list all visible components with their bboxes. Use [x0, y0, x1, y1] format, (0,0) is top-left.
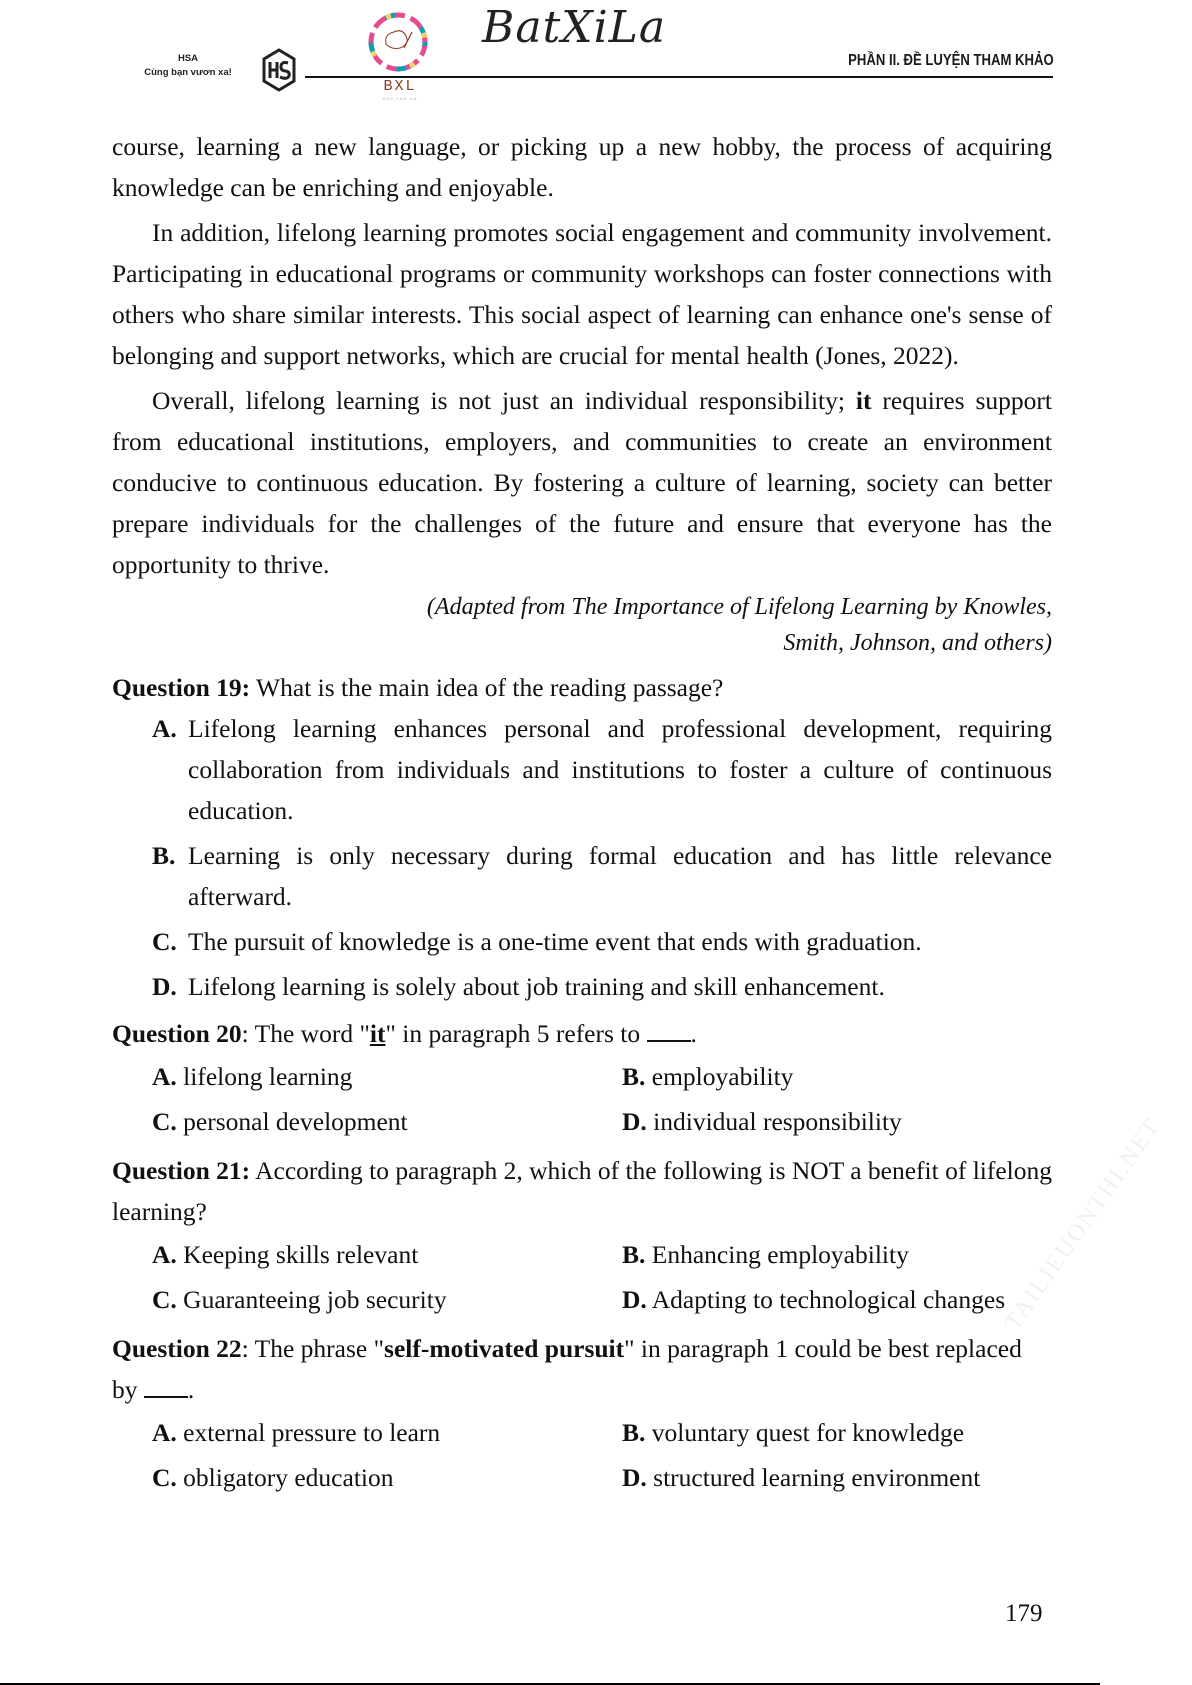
options-grid	[112, 1054, 1052, 1144]
passage-final-paragraph	[112, 380, 1052, 585]
option-text: structured learning environment	[653, 1463, 981, 1492]
question-text: What is the main idea of the reading passage?	[250, 673, 724, 702]
option-letter: D.	[622, 1107, 647, 1136]
option-c[interactable]	[152, 1277, 622, 1322]
option-a[interactable]	[112, 708, 1052, 831]
question-end: .	[187, 1375, 195, 1404]
bxl-logo-text: BXL	[383, 78, 417, 95]
referent-word: it	[855, 386, 872, 415]
option-text: lifelong learning	[183, 1062, 353, 1091]
option-text: The pursuit of knowledge is a one-time event that ends with graduation.	[188, 927, 922, 956]
passage-citation	[112, 589, 1052, 661]
option-c[interactable]	[152, 1099, 622, 1144]
option-letter: C.	[152, 1285, 177, 1314]
passage-paragraph: In addition, lifelong learning promotes social engagement and community involvement. Participating in educational programs or community workshops can foster connections with others who share similar interests. This social aspect of learning can enhance one's sense of belonging and support networks, which are crucial for mental health (Jones, 2022).	[112, 218, 1052, 370]
key-phrase: self-motivated pursuit	[384, 1334, 625, 1363]
question-label: Question 22	[112, 1334, 242, 1363]
answer-blank	[647, 1020, 691, 1042]
brand-script-title: BatXiLa	[482, 2, 667, 53]
question-text: According to paragraph 2, which of the following is NOT a benefit of lifelong learning?	[112, 1156, 1053, 1226]
watermark: TAILIEUONTHI.NET	[1000, 1113, 1166, 1335]
option-d[interactable]	[622, 1455, 1092, 1500]
option-text: employability	[651, 1062, 794, 1091]
hsa-brand: HSA	[177, 53, 199, 64]
hsa-slogan: Cùng bạn vươn xa!	[144, 67, 232, 78]
page-content	[112, 126, 1052, 1500]
question-19	[112, 667, 1052, 708]
answer-blank	[144, 1376, 188, 1398]
referent-word: it	[369, 1019, 386, 1048]
option-letter: C.	[152, 927, 177, 956]
question-22	[112, 1328, 1052, 1410]
option-letter: D.	[622, 1463, 647, 1492]
option-b[interactable]	[112, 835, 1052, 917]
question-21	[112, 1150, 1052, 1232]
option-letter: C.	[152, 1463, 177, 1492]
option-d[interactable]	[112, 966, 1052, 1007]
bxl-logo-subtext: HỌC THẢ GA	[382, 96, 418, 101]
question-label: Question 19:	[112, 673, 251, 702]
option-c[interactable]	[152, 1455, 622, 1500]
option-letter: D.	[152, 972, 177, 1001]
option-letter: C.	[152, 1107, 177, 1136]
option-d[interactable]	[622, 1099, 1092, 1144]
option-letter: B.	[622, 1062, 646, 1091]
option-b[interactable]	[622, 1232, 1092, 1277]
question-text: : The phrase "	[241, 1334, 385, 1363]
bxl-logo-icon	[366, 10, 430, 74]
question-label: Question 20	[112, 1019, 242, 1048]
citation-line: Smith, Johnson, and others)	[783, 630, 1052, 656]
option-a[interactable]	[152, 1232, 622, 1277]
option-text: Lifelong learning is solely about job training and skill enhancement.	[188, 972, 885, 1001]
section-title: PHẦN II. ĐỀ LUYỆN THAM KHẢO	[848, 52, 1054, 69]
question-text: " in paragraph 5 refers to	[385, 1019, 647, 1048]
option-text: individual responsibility	[653, 1107, 902, 1136]
option-text: obligatory education	[183, 1463, 394, 1492]
passage-paragraph: course, learning a new language, or picking up a new hobby, the process of acquiring knowledge can be enriching and enjoyable.	[112, 132, 1052, 202]
question-text: " in paragraph 1 could be best replaced by	[112, 1334, 1022, 1404]
hsa-brand-block	[118, 52, 258, 80]
options-grid	[112, 1410, 1052, 1500]
option-text: Lifelong learning enhances personal and professional development, requiring collaboration from individuals and institutions to foster a culture of continuous education.	[188, 714, 1052, 825]
option-text: voluntary quest for knowledge	[651, 1418, 965, 1447]
option-text: personal development	[183, 1107, 408, 1136]
option-b[interactable]	[622, 1054, 1092, 1099]
option-letter: B.	[152, 841, 176, 870]
option-a[interactable]	[152, 1054, 622, 1099]
option-text: Learning is only necessary during formal education and has little relevance afterward.	[188, 841, 1052, 911]
option-letter: D.	[622, 1285, 647, 1314]
option-c[interactable]	[112, 921, 1052, 962]
option-letter: B.	[622, 1418, 646, 1447]
option-text: external pressure to learn	[183, 1418, 441, 1447]
question-end: .	[690, 1019, 697, 1048]
paragraph-text: requires support from educational institutions, employers, and communities to create an environment conducive to continuous education. By fostering a culture of learning, society can better prepare individuals for the challenges of the future and ensure that everyone has the opportunity to thrive.	[112, 386, 1052, 579]
option-b[interactable]	[622, 1410, 1092, 1455]
option-a[interactable]	[152, 1410, 622, 1455]
paragraph-text: Overall, lifelong learning is not just an individual responsibility;	[152, 386, 856, 415]
option-letter: A.	[152, 714, 177, 743]
question-text: : The word "	[241, 1019, 370, 1048]
question-label: Question 21:	[112, 1156, 251, 1185]
option-text: Enhancing employability	[651, 1240, 909, 1269]
option-letter: A.	[152, 1062, 177, 1091]
page-number: 179	[1005, 1600, 1043, 1627]
citation-line: (Adapted from The Importance of Lifelong Learning by Knowles,	[426, 594, 1052, 620]
option-letter: A.	[152, 1240, 177, 1269]
option-text: Keeping skills relevant	[183, 1240, 419, 1269]
option-letter: B.	[622, 1240, 646, 1269]
options-grid	[112, 1232, 1052, 1322]
hsa-logo-icon	[262, 48, 296, 92]
option-text: Adapting to technological changes	[651, 1285, 1006, 1314]
option-letter: A.	[152, 1418, 177, 1447]
question-20	[112, 1013, 1052, 1054]
page-header	[0, 0, 1192, 110]
option-text: Guaranteeing job security	[183, 1285, 447, 1314]
